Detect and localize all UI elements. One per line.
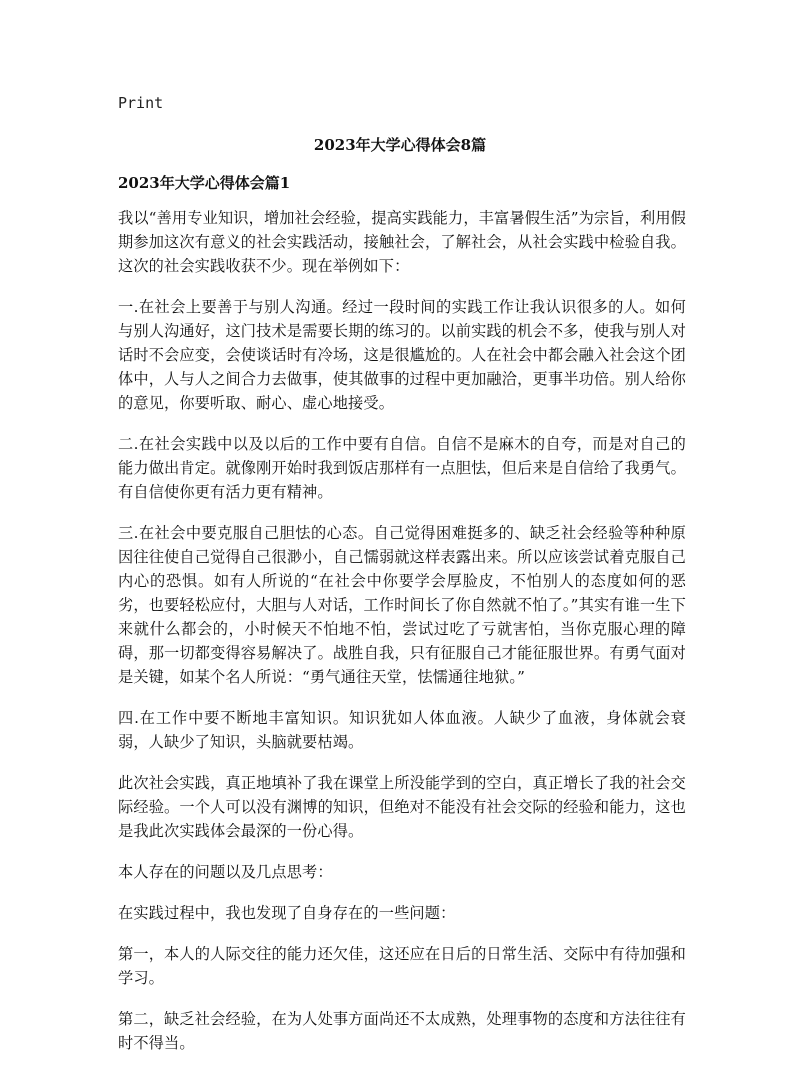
- paragraph-point-2: 二.在社会实践中以及以后的工作中要有自信。自信不是麻木的自夸，而是对自己的能力做出肯定。就像刚开始时我到饭店那样有一点胆怯，但后来是自信给了我勇气。有自信使你更有活力更有精神。: [118, 435, 686, 501]
- paragraph-point-4: 四.在工作中要不断地丰富知识。知识犹如人体血液。人缺少了血液，身体就会衰弱，人缺少了知识，头脑就要枯竭。: [118, 709, 686, 751]
- paragraph-issues-heading: 本人存在的问题以及几点思考：: [118, 863, 333, 881]
- paragraph-issue-1: 第一，本人的人际交往的能力还欠佳，这还应在日后的日常生活、交际中有待加强和学习。: [118, 945, 686, 987]
- paragraph-intro: 我以“善用专业知识，增加社会经验，提高实践能力，丰富暑假生活”为宗旨，利用假期参加这次有意义的社会实践活动，接触社会，了解社会，从社会实践中检验自我。这次的社会实践收获不少。现在举例如下：: [118, 209, 686, 275]
- section-heading: 2023年大学心得体会篇1: [118, 174, 291, 192]
- paragraph-issues-intro: 在实践过程中，我也发现了自身存在的一些问题：: [118, 904, 456, 922]
- document-body: [118, 172, 686, 1072]
- paragraph-summary: 此次社会实践，真正地填补了我在课堂上所没能学到的空白，真正增长了我的社会交际经验。一个人可以没有渊博的知识，但绝对不能没有社会交际的经验和能力，这也是我此次实践体会最深的一份心得。: [118, 774, 686, 840]
- document-title: 2023年大学心得体会8篇: [313, 136, 487, 154]
- print-link[interactable]: Print: [118, 94, 164, 112]
- paragraph-point-3: 三.在社会中要克服自己胆怯的心态。自己觉得困难挺多的、缺乏社会经验等种种原因往往使自己觉得自己很渺小，自己懦弱就这样表露出来。所以应该尝试着克服自己内心的恐惧。如有人所说的“在社会中你要学会厚脸皮，不怕别人的态度如何的恶劣，也要轻松应付，大胆与人对话，工作时间长了你自然就不怕了。”其实有谁一生下来就什么都会的，小时候天不怕地不怕，尝试过吃了亏就害怕，当你克服心理的障碍，那一切都变得容易解决了。战胜自我，只有征服自己才能征服世界。有勇气面对是关键，如某个名人所说：“勇气通往天堂，怯懦通往地狱。”: [118, 524, 686, 686]
- paragraph-point-1: 一.在社会上要善于与别人沟通。经过一段时间的实践工作让我认识很多的人。如何与别人沟通好，这门技术是需要长期的练习的。以前实践的机会不多，使我与别人对话时不会应变，会使谈话时有冷场，这是很尴尬的。人在社会中都会融入社会这个团体中，人与人之间合力去做事，使其做事的过程中更加融洽，更事半功倍。别人给你的意见，你要听取、耐心、虚心地接受。: [118, 298, 686, 412]
- paragraph-issue-2: 第二，缺乏社会经验，在为人处事方面尚还不太成熟，处理事物的态度和方法往往有时不得当。: [118, 1010, 686, 1052]
